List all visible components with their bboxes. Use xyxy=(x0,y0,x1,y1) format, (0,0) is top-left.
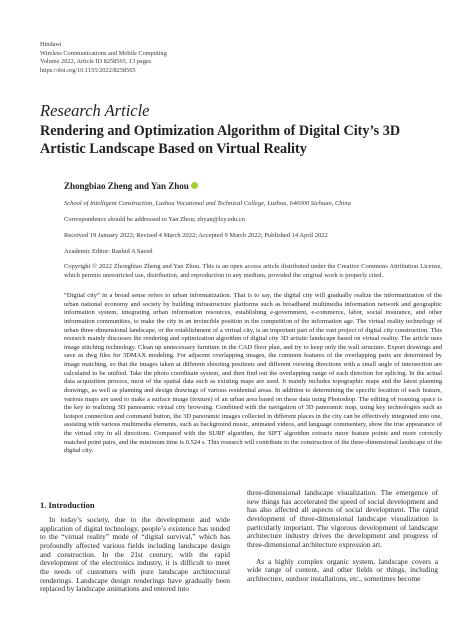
body-column-right xyxy=(247,489,438,584)
author-line xyxy=(64,181,198,191)
doi-link[interactable]: https://doi.org/10.1155/2022/8258565 xyxy=(40,66,136,74)
publication-dates: Received 19 January 2022; Revised 4 March 2022; Accepted 9 March 2022; Published 14 April 2022 xyxy=(64,232,328,239)
author-names: Zhongbiao Zheng and Yan Zhou xyxy=(64,181,189,191)
copyright-notice: Copyright © 2022 Zhongbiao Zheng and Yan Zhou. This is an open access article distributed under the Creative Commons Attribution License, which permits unrestricted use, distribution, and reproduction in any medium, provided the original work is properly cited. xyxy=(64,263,442,279)
volume-info: Volume 2022, Article ID 8258565, 13 pages xyxy=(40,58,152,66)
orcid-icon[interactable] xyxy=(191,182,198,189)
abstract: “Digital city” in a broad sense refers to urban informatization. That is to say, the digital city will gradually realize the informatization of the urban national economy and society by building infrastructure platforms such as broadband multimedia information network and geographic information system, integrating urban information resources, establishing e-government, e-commerce, labor, social insurance, and other information communities, to make the city in an invincible position in the competition of the information age. The virtual reality technology of urban three-dimensional landscape, or the establishment of a virtual city, is an important part of the vast project of digital city construction. This research mainly discusses the rendering and optimization algorithm of digital city 3D artistic landscape based on virtual reality. The article uses image stitching technology. Clean up unnecessary furniture in the CAD floor plan, and try to keep only the wall structure. Export drawings and save as dwg files for 3DMAX modeling. For adjacent overlapping images, the common features of the overlapping parts are determined by image matching, so that the images taken at different shooting positions and different viewing directions with a small angle of intersection are calculated to be unified. Take the photo coordinate system, and then find out the overlapping range of each direction for splicing. In the actual data acquisition process, most of the spatial data such as existing maps are used. It mainly includes topographic maps and the latest planning drawings, as well as planning and design drawings of various residential areas. In addition to determining the specific location of each feature, various maps are used to make a surface image (texture) of an urban area based on these data using Photoshop. The editing of roaming space is the key to realizing 3D panoramic virtual city browsing. Combined with the navigation of 3D panoramic map, using key technologies such as hotspot connection and command button, the 3D panoramic images collected in different places in the city can be effectively integrated into one, assisting with various multimedia elements, such as background music, animated videos, and language commentary, show the true appearance of the virtual city in all directions. Compared with the SURF algorithm, the SIFT algorithm extracts more feature points and more correctly matched point pairs, and the minimum time is 0.524 s. This research will contribute to the construction of the three-dimensional landscape of the digital city. xyxy=(64,292,442,455)
academic-editor: Academic Editor: Rashid A Saeed xyxy=(64,248,153,255)
affiliation: School of Intelligent Construction, Luzhou Vocational and Technical College, Luzhou, 646000 Sichuan, China xyxy=(64,200,351,207)
journal-name: Wireless Communications and Mobile Computing xyxy=(40,49,167,57)
body-paragraph: three-dimensional landscape visualization. The emergence of new things has accelerated the speed of social development and has also affected all aspects of social development. The rapid development of three-dimensional landscape visualization is particularly important. The vigorous development of landscape architecture industry drives the development and progress of three-dimensional architecture expression art. xyxy=(247,488,438,549)
publisher-name: Hindawi xyxy=(40,41,62,48)
correspondence: Correspondence should be addressed to Yan Zhou; zhyan@lzy.edu.cn xyxy=(64,216,246,223)
journal-header xyxy=(40,41,167,75)
body-paragraph: As a highly complex organic system, landscape covers a wide range of content, and other fields or things, including architecture, outdoor installations, etc., sometimes become xyxy=(247,556,438,583)
article-type: Research Article xyxy=(40,101,150,120)
section-heading: 1. Introduction xyxy=(40,500,95,510)
body-column-left: In today’s society, due to the development and wide application of digital technology, people’s existence has tended to the “virtual reality” mode of “digital survival,” which has profoundly affected various fields including landscape design and construction. In the 21st century, with the rapid development of the electronics industry, it is difficult to meet the needs of customers with pure landscape architectural renderings. Landscape design renderings have gradually been replaced by landscape animations and entered into xyxy=(40,515,230,594)
paper-title: Rendering and Optimization Algorithm of Digital City’s 3D Artistic Landscape Based on Virtual Reality xyxy=(40,123,401,157)
